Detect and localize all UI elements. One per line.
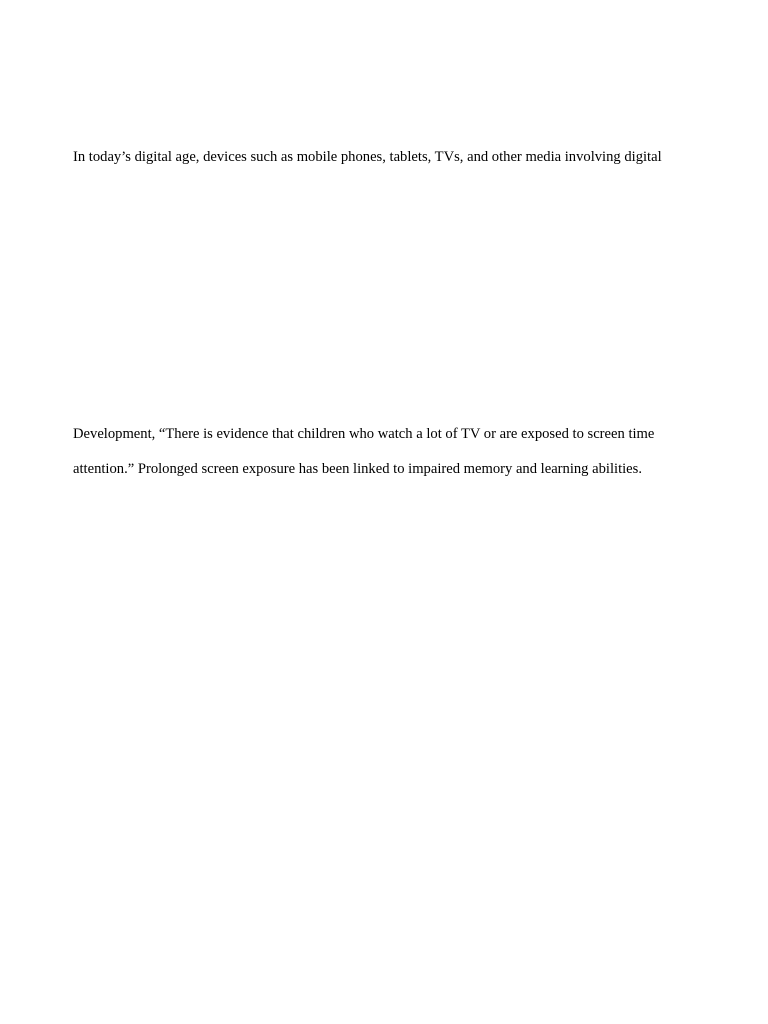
text-line: Development, “There is evidence that children who watch a lot of TV or are exposed to screen time <box>73 426 655 442</box>
text-line: In today’s digital age, devices such as mobile phones, tablets, TVs, and other media involving digital <box>73 149 662 165</box>
text-line: attention.” Prolonged screen exposure has been linked to impaired memory and learning abilities. <box>73 461 642 477</box>
